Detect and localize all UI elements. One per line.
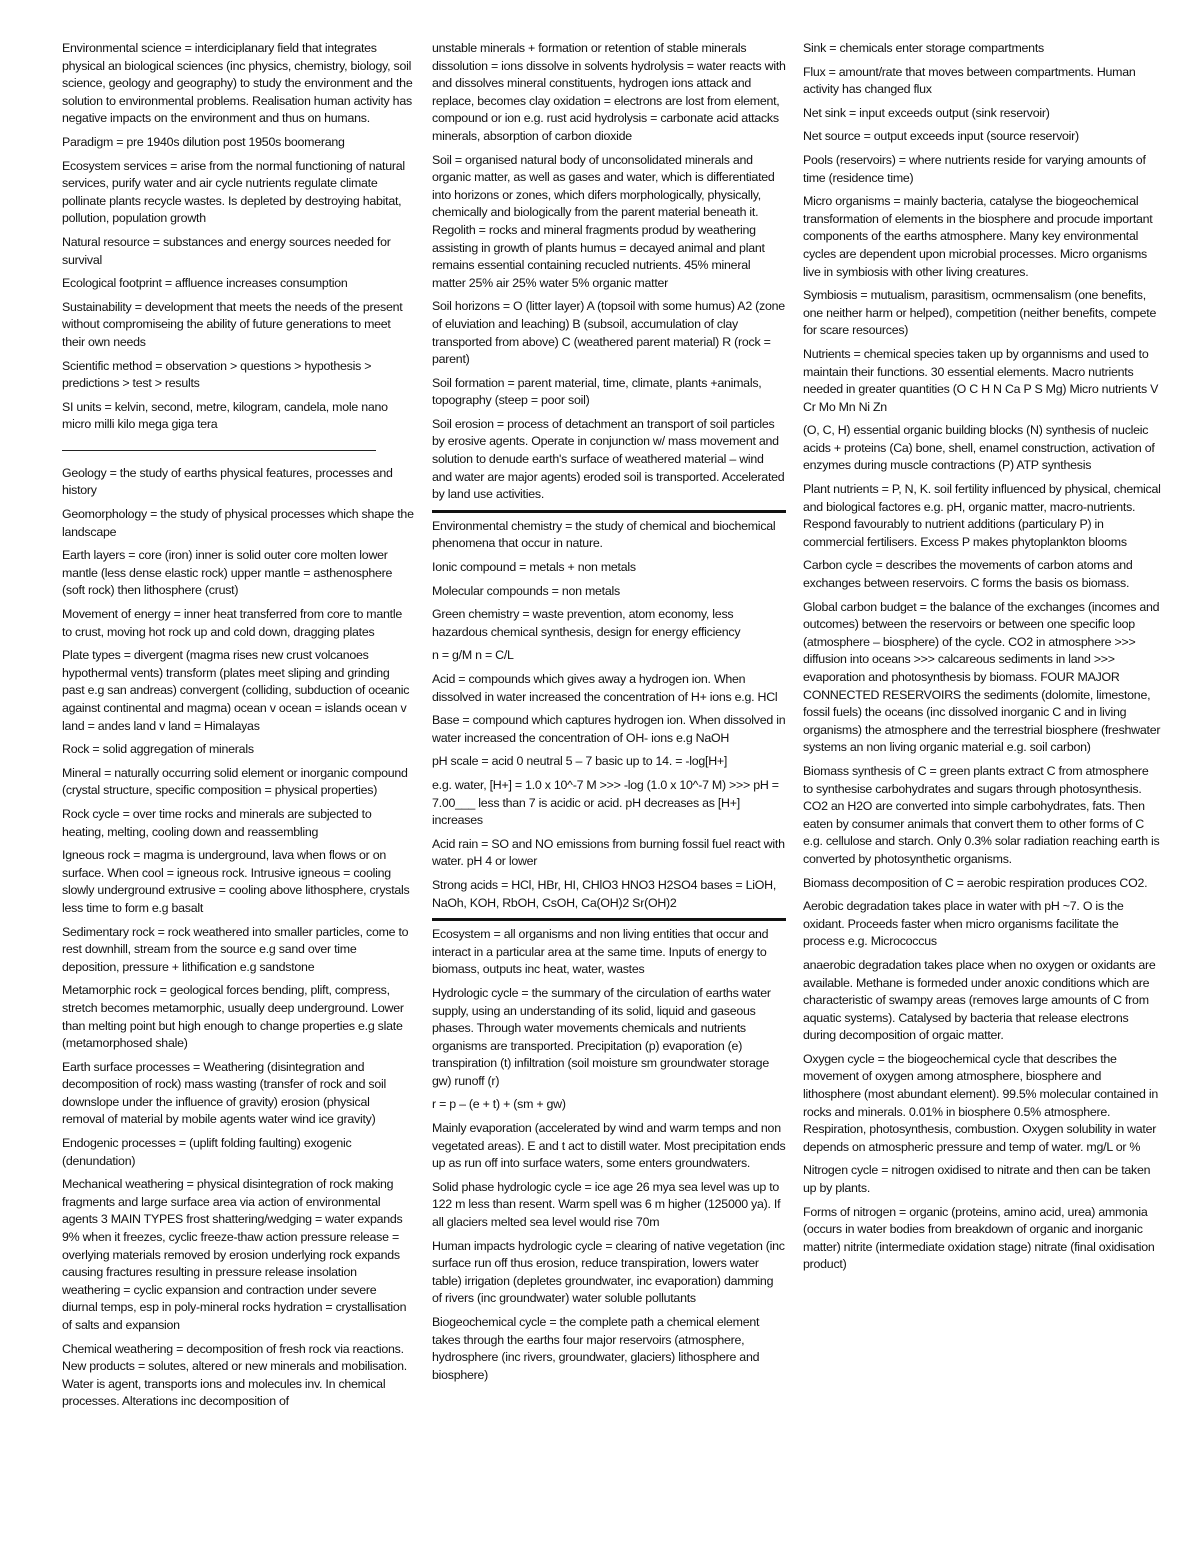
paragraph: SI units = kelvin, second, metre, kilogram, candela, mole nano micro milli kilo mega giga tera [62,399,388,432]
paragraph: Environmental chemistry = the study of chemical and biochemical phenomena that occur in nature. [432,518,776,551]
paragraph: anaerobic degradation takes place when no oxygen or oxidants are available. Methane is formeded under anoxic conditions which are characteristic of swampy areas (removes large amounts of C from aquatic systems). Catalysed by bacteria that release electrons during decomposition of orgaic matter. [803,957,1156,1043]
paragraph: Green chemistry = waste prevention, atom economy, less hazardous chemical synthesis, design for energy efficiency [432,607,741,639]
paragraph: Micro organisms = mainly bacteria, catalyse the biogeochemical transformation of elements in the biosphere and procude important components of the earths atmosphere. Many key environmental cycles are dependent upon microbial processes. Micro organisms live in symbiosis with other living creatures. [803,194,1153,279]
paragraph: Acid = compounds which gives away a hydrogen ion. When dissolved in water increased the concentration of H+ ions e.g. HCl [432,672,778,704]
paragraph: Metamorphic rock = geological forces bending, plift, compress, stretch becomes metamorphic, usually deep underground. Lower than melting point but high enough to change properties e.g slate (metamorphosed shale) [62,983,404,1051]
paragraph: Carbon cycle = describes the movements of carbon atoms and exchanges between reservoirs. C forms the basis os biomass. [803,558,1133,591]
paragraph: Soil horizons = O (litter layer) A (topsoil with some humus) A2 (zone of eluviation and leaching) B (subsoil, accumulation of clay transported from above) C (weathered parent material) R (rock = parent) [432,299,785,367]
paragraph: Mechanical weathering = physical disintegration of rock making fragments and large surface area via action of environmental agents 3 MAIN TYPES frost shattering/wedging = water expands 9% when it freezes, cyclic freeze-thaw action pressure release = overlying materials removed by erosion underlying rock expands causing fractures resulting in pressure release insolation weathering = cyclic expansion and contraction under severe diurnal temps, esp in poly-mineral rocks hydration = crystallisation of salts and expansion [62,1177,407,1332]
paragraph: Net sink = input exceeds output (sink reservoir) [803,105,1050,120]
paragraph: Geomorphology = the study of physical processes which shape the landscape [62,507,414,539]
paragraph: Acid rain = SO and NO emissions from burning fossil fuel react with water. pH 4 or lower [432,836,785,869]
paragraph: Soil erosion = process of detachment an transport of soil particles by erosive agents. Operate in conjunction w/ mass movement and solution to denude earth's surface of weathered material – wind and water are major agents) eroded soil is transported. Accelerated by land use activities. [432,416,785,502]
paragraph: Earth layers = core (iron) inner is solid outer core molten lower mantle (less dense elastic rock) upper mantle = asthenosphere (soft rock) then lithosphere (crust) [62,548,393,598]
section-weathering-soil [432,40,786,504]
paragraph: pH scale = acid 0 neutral 5 – 7 basic up to 14. = -log[H+] [432,754,728,769]
column-1 [62,40,414,1417]
paragraph: Global carbon budget = the balance of the exchanges (incomes and outcomes) between the reservoirs or between one specific loop (atmosphere – biosphere) of the cycle. CO2 in atmosphere >>> diffusion into oceans >>> calcareous sediments in land >>> evaporation and photosynthesis by biomass. FOUR MAJOR CONNECTED RESERVOIRS the sediments (dolomite, limestone, fossil fuels) the oceans (inc dissolved inorganic C and in living organisms) the atmosphere and the terrestrial biosphere (freshwater systems an non living organic material e.g. soil carbon) [803,599,1161,755]
paragraph: Environmental science = interdiciplanary field that integrates physical an biological sciences (inc physics, chemistry, biology, soil science, geology and geography) to study the environment and the solution to environmental problems. Realisation human activity has negative impacts on the environment and thus on humans. [62,41,413,126]
paragraph: Aerobic degradation takes place in water with pH ~7. O is the oxidant. Proceeds faster when micro organisms facilitate the process e.g. Micrococcus [803,899,1124,949]
section-nutrient-cycles [803,40,1161,1274]
paragraph: Plant nutrients = P, N, K. soil fertility influenced by physical, chemical and biological factores e.g. pH, organic matter, macro-nutrients. Respond favourably to nutrient additions (particulary P) in commercial fertilisers. Excess P makes phytoplankton blooms [803,482,1161,549]
section-divider [62,450,376,451]
paragraph: Natural resource = substances and energy sources needed for survival [62,234,391,267]
paragraph: Mineral = naturally occurring solid element or inorganic compound (crystal structure, specific composition = physical properties) [62,765,408,798]
paragraph: Sustainability = development that meets the needs of the present without compromiseing the ability of future generations to meet their own needs [62,299,403,349]
column-2 [432,40,786,1390]
paragraph: Nitrogen cycle = nitrogen oxidised to nitrate and then can be taken up by plants. [803,1163,1151,1196]
paragraph: Igneous rock = magma is underground, lava when flows or on surface. When cool = igneous rock. Intrusive igneous = cooling slowly underground extrusive = cooling above lithosphere, crystals less time to form e.g basalt [62,848,410,915]
paragraph: r = p – (e + t) + (sm + gw) [432,1097,566,1112]
paragraph: Mainly evaporation (accelerated by wind and warm temps and non vegetated areas). E and t act to distill water. Most precipitation ends up as run off into surface waters, some enters groundwaters. [432,1121,786,1171]
section-environmental-chemistry [432,518,786,912]
paragraph: Human impacts hydrologic cycle = clearing of native vegetation (inc surface run off thus erosion, reduce transpiration, lowers water table) irrigation (depletes groundwater, inc evaporation) damming of rivers (inc groundwater) water soluble pollutants [432,1238,785,1306]
paragraph: Rock = solid aggregation of minerals [62,742,254,757]
paragraph: Biogeochemical cycle = the complete path a chemical element takes through the earths four major reservoirs (atmosphere, hydrosphere (inc rivers, groundwater, glaciers) lithosphere and biosphere) [432,1315,760,1382]
paragraph: Biomass decomposition of C = aerobic respiration produces CO2. [803,875,1148,890]
paragraph: Sink = chemicals enter storage compartments [803,41,1044,55]
paragraph: Flux = amount/rate that moves between compartments. Human activity has changed flux [803,64,1136,97]
paragraph: (O, C, H) essential organic building blocks (N) synthesis of nucleic acids + proteins (Ca) bone, shell, enamel construction, activation of enzymes during muscle contractions (P) ATP synthesis [803,423,1155,473]
paragraph: Ecosystem = all organisms and non living entities that occur and interact in a particular area at the same time. Inputs of energy to biomass, outputs inc heat, water, wastes [432,927,769,977]
paragraph: Geology = the study of earths physical features, processes and history [62,465,393,498]
paragraph: Rock cycle = over time rocks and minerals are subjected to heating, melting, cooling down and reassembling [62,806,372,839]
paragraph: Pools (reservoirs) = where nutrients reside for varying amounts of time (residence time) [803,152,1146,185]
paragraph: Base = compound which captures hydrogen ion. When dissolved in water increased the concentration of OH- ions e.g NaOH [432,713,786,745]
paragraph: Ecological footprint = affluence increases consumption [62,276,348,291]
paragraph: Net source = output exceeds input (source reservoir) [803,129,1079,144]
paragraph: Soil formation = parent material, time, climate, plants +animals, topography (steep = poor soil) [432,375,762,408]
paragraph: e.g. water, [H+] = 1.0 x 10^-7 M >>> -log (1.0 x 10^-7 M) >>> pH = 7.00___ less than 7 is acidic or acid. pH decreases as [H+] increases [432,777,779,828]
paragraph: Earth surface processes = Weathering (disintegration and decomposition of rock) mass wasting (transfer of rock and soil downslope under the influence of gravity) erosion (physical removal of material by mobile agents water wind ice gravity) [62,1059,387,1127]
paragraph: Soil = organised natural body of unconsolidated minerals and organic matter, as well as gases and water, which is differentiated into horizons or zones, which difers morphologically, physically, chemically and biologically from the parent material beneath it. Regolith = rocks and mineral fragments produd by weathering assisting in growth of plants humus = decayed animal and plant remains essential containing recucled nutrients. 45% mineral matter 25% air 25% water 5% organic matter [432,152,775,290]
paragraph: Strong acids = HCl, HBr, HI, CHlO3 HNO3 H2SO4 bases = LiOH, NaOh, KOH, RbOH, CsOH, Ca(OH)2 Sr(OH)2 [432,877,777,910]
paragraph: Nutrients = chemical species taken up by organnisms and used to maintain their functions. 30 essential elements. Macro nutrients needed in greater quantities (O C H N Ca P S Mg) Micro nutrients V Cr Mo Mn Ni Zn [803,346,1159,414]
paragraph: Chemical weathering = decomposition of fresh rock via reactions. New products = solutes, altered or new minerals and mobilisation. Water is agent, transports ions and molecules inv. In chemical processes. Alterations inc decomposition of [62,1341,407,1409]
paragraph: Oxygen cycle = the biogeochemical cycle that describes the movement of oxygen among atmosphere, biosphere and lithosphere (most abundant element). 99.5% molecular contained in rocks and minerals. 0.01% in biosphere 0.5% atmosphere. Respiration, photosynthesis, combustion. Oxygen solubility in water depends on atmospheric pressure and temp of water. mg/L or % [803,1051,1158,1154]
paragraph: Symbiosis = mutualism, parasitism, ocmmensalism (one benefits, one neither harm or helped), competition (neither benefits, compete for scare resources) [803,288,1157,338]
paragraph: Paradigm = pre 1940s dilution post 1950s boomerang [62,134,345,149]
section-ecosystem [432,926,786,1384]
column-3 [803,40,1161,1280]
paragraph: Movement of energy = inner heat transferred from core to mantle to crust, moving hot rock up and cold down, dragging plates [62,607,402,639]
paragraph: Ionic compound = metals + non metals [432,560,636,575]
paragraph: Molecular compounds = non metals [432,583,620,598]
paragraph: Plate types = divergent (magma rises new crust volcanoes hypothermal vents) transform (plates meet sliping and grinding past e.g san andreas) convergent (colliding, subduction of oceanic against continental and magma) ocean v ocean = islands ocean v land = andes land v land = Himalayas [62,648,410,733]
paragraph: Hydrologic cycle = the summary of the circulation of earths water supply, using an understanding of its solid, liquid and gaseous phases. Through water movements chemicals and nutrients organisms are transported. Precipitation (p) evaporation (e) transpiration (t) infiltration (soil moisture sm groundwater storage gw) runoff (r) [432,985,771,1088]
paragraph: unstable minerals + formation or retention of stable minerals dissolution = ions dissolve in solvents hydrolysis = water reacts with and dissolves mineral constituents, hydrogen ions attack and replace, becomes clay oxidation = electrons are lost from element, compound or ion e.g. rust acid hydrolysis = carbonate acid attacks minerals, absorption of carbon dioxide [432,41,786,143]
paragraph: Ecosystem services = arise from the normal functioning of natural services, purify water and air cycle nutrients regulate climate pollinate plants recycle wastes. Is depleted by destroying habitat, pollution, population growth [62,158,405,226]
paragraph: Scientific method = observation > questions > hypothesis > predictions > test > results [62,358,372,391]
section-environmental-science [62,40,414,434]
paragraph: n = g/M n = C/L [432,648,514,663]
section-divider [432,918,786,921]
paragraph: Solid phase hydrologic cycle = ice age 26 mya sea level was up to 122 m less than resent. Warm spell was 6 m higher (125000 ya). If all glaciers melted sea level would rise 70m [432,1179,781,1230]
paragraph: Sedimentary rock = rock weathered into smaller particles, come to rest downhill, stream from the source e.g sand over time deposition, pressure + lithification e.g sandstone [62,924,409,974]
paragraph: Forms of nitrogen = organic (proteins, amino acid, urea) ammonia (occurs in water bodies from breakdown of organic and inorganic matter) nitrite (intermediate oxidation stage) nitrate (final oxidisation product) [803,1204,1155,1272]
section-divider [432,510,786,513]
paragraph: Endogenic processes = (uplift folding faulting) exogenic (denundation) [62,1136,352,1168]
paragraph: Biomass synthesis of C = green plants extract C from atmosphere to synthesise carbohydrates and sugars through photosynthesis. CO2 an H2O are converted into simple carbohydrates, fats. Then eaten by consumer animals that convert them to other forms of C e.g. cellulose and starch. Only 0.3% solar radiation reaching earth is converted by photosynthetic organisms. [803,763,1160,866]
section-geology [62,465,414,1411]
